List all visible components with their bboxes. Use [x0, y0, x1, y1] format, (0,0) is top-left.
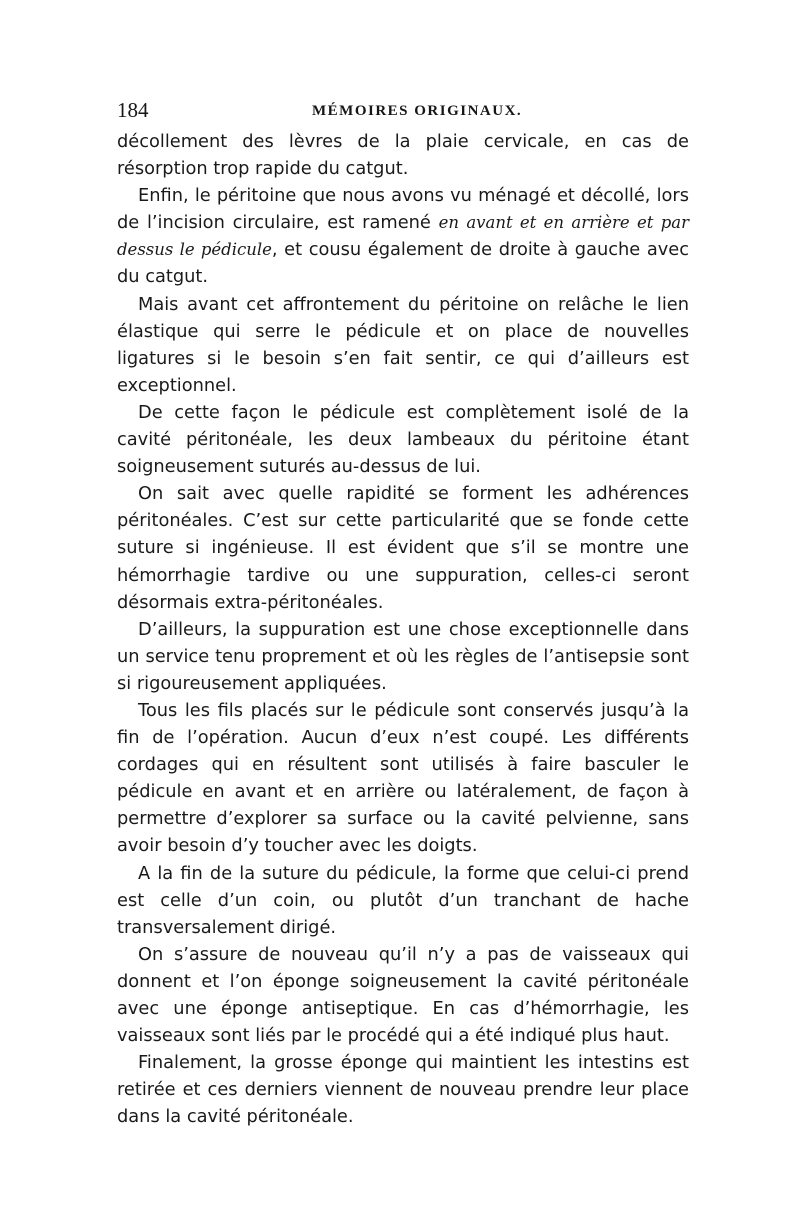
paragraph: [117, 291, 689, 399]
paragraph: [117, 616, 689, 697]
body-text: [117, 128, 689, 1130]
running-title: MÉMOIRES ORIGINAUX.: [312, 103, 523, 119]
paragraph: [117, 941, 689, 1049]
text-run: On sait avec quelle rapidité se forment les adhérences péritonéales. C’est sur cette particularité que se fonde cette suture si ingénieuse. Il est évident que s’il se montre une hémorrhagie tardive ou une suppuration, celles-ci seront désormais extra-péritonéales.: [117, 483, 689, 613]
page-number: 184: [117, 98, 149, 122]
text-run: A la fin de la suture du pédicule, la forme que celui-ci prend est celle d’un coin, ou plutôt d’un tranchant de hache transversalement dirigé.: [117, 862, 689, 938]
text-run: Enfin, le péritoine que nous avons vu ménagé et décollé, lors de l’incision circulaire, est ramené: [117, 185, 689, 234]
paragraph: [117, 480, 689, 615]
paragraph: [117, 399, 689, 480]
text-run: De cette façon le pédicule est complètement isolé de la cavité péritonéale, les deux lambeaux du péritoine étant soigneusement suturés au-dessus de lui.: [117, 401, 689, 478]
text-run: Mais avant cet affrontement du péritoine on relâche le lien élastique qui serre le pédicule et on place de nouvelles ligatures si le besoin s’en fait sentir, ce qui d’ailleurs est exceptionnel.: [117, 293, 689, 396]
text-run: décollement des lèvres de la plaie cervicale, en cas de résorption trop rapide du catgut.: [117, 131, 689, 180]
page-header: [117, 96, 689, 126]
italic-text: en avant et en arrière et par dessus le pédicule: [117, 213, 690, 260]
paragraph: [117, 128, 689, 182]
paragraph: [117, 860, 689, 941]
paragraph: [117, 1049, 689, 1130]
text-run: On s’assure de nouveau qu’il n’y a pas de vaisseaux qui donnent et l’on éponge soigneusement la cavité péritonéale avec une éponge antiseptique. En cas d’hémorrhagie, les vaisseaux sont liés par le procédé qui a été indiqué plus haut.: [117, 943, 689, 1047]
text-run: Tous les fils placés sur le pédicule sont conservés jusqu’à la fin de l’opération. Aucun d’eux n’est coupé. Les différents cordages qui en résultent sont utilisés à faire basculer le pédicule en avant et en arrière ou latéralement, de façon à permettre d’explorer sa surface ou la cavité pelvienne, sans avoir besoin d’y toucher avec les doigts.: [117, 699, 689, 857]
text-run: , et cousu également de droite à gauche avec du catgut.: [117, 239, 689, 288]
text-run: Finalement, la grosse éponge qui maintient les intestins est retirée et ces derniers viennent de nouveau prendre leur place dans la cavité péritonéale.: [117, 1052, 689, 1128]
paragraph: [117, 697, 689, 860]
text-run: D’ailleurs, la suppuration est une chose exceptionnelle dans un service tenu proprement et où les règles de l’antisepsie sont si rigoureusement appliquées.: [117, 618, 689, 694]
paragraph: [117, 182, 689, 290]
